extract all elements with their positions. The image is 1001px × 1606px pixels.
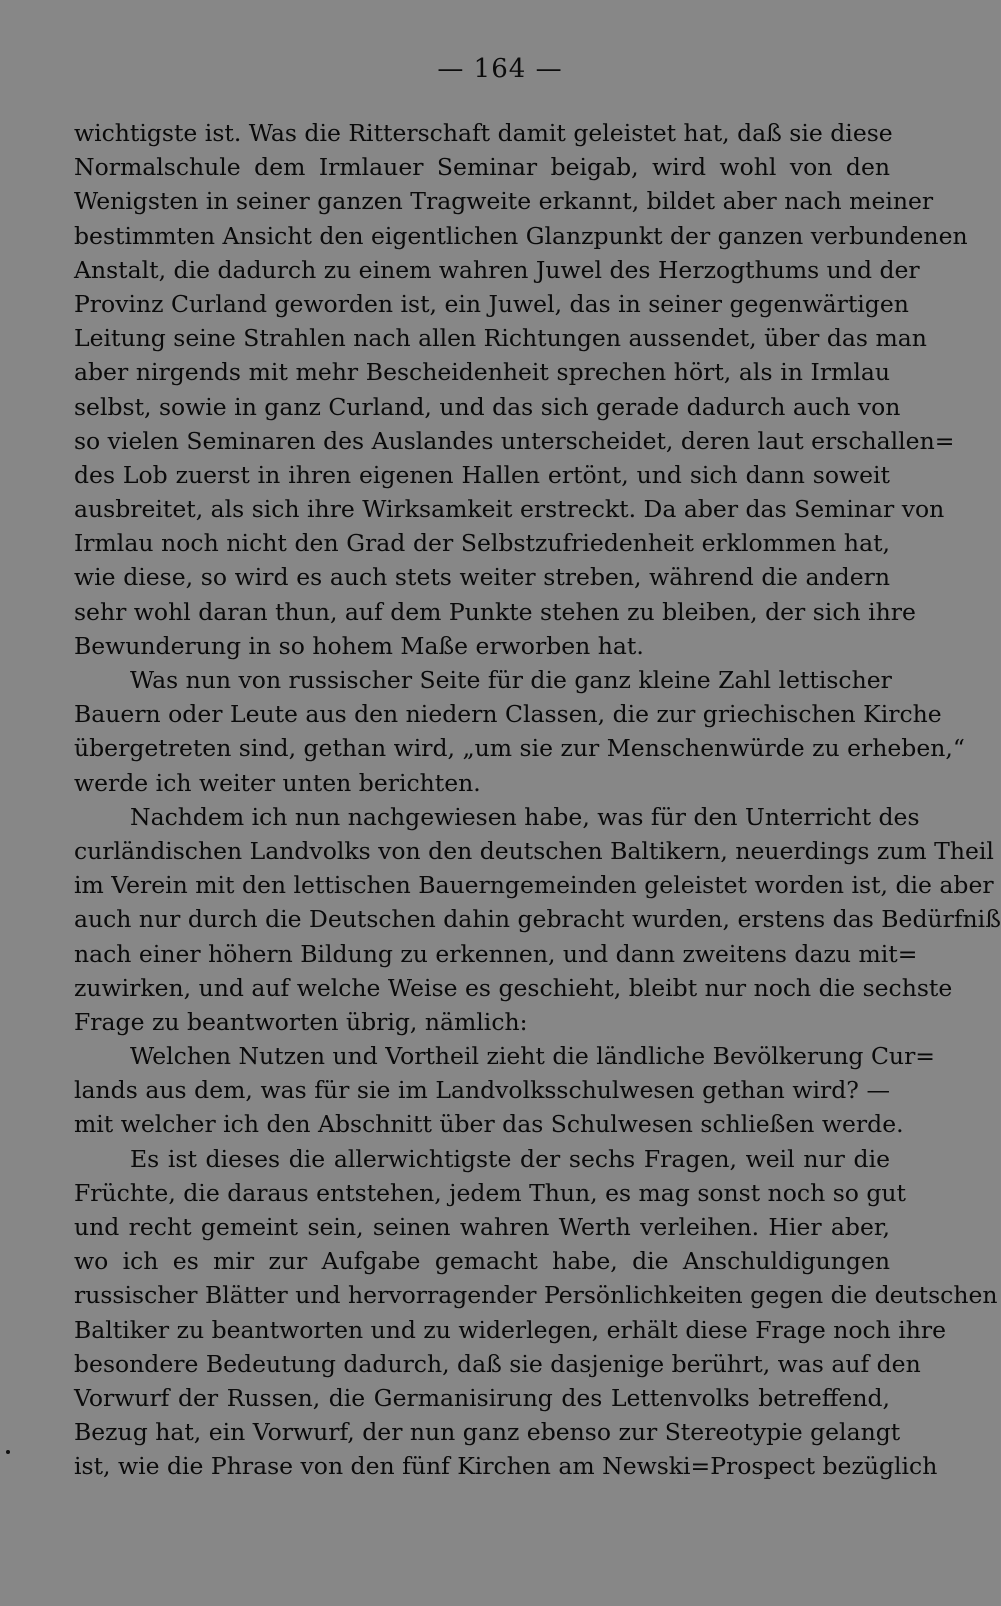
text-line: Vorwurf der Russen, die Germanisirung des Lettenvolks betreffend, [74, 1383, 890, 1412]
text-line: im Verein mit den lettischen Bauerngemeinden geleistet worden ist, die aber [74, 871, 994, 900]
text-line: Normalschule dem Irmlauer Seminar beigab, wird wohl von den [74, 153, 890, 182]
text-line: wie diese, so wird es auch stets weiter streben, während die andern [74, 563, 890, 592]
scan-speck [6, 1450, 10, 1454]
body-text [74, 116, 1001, 1484]
text-line: Anstalt, die dadurch zu einem wahren Juwel des Herzogthums und der [74, 255, 920, 284]
text-line: lands aus dem, was für sie im Landvolksschulwesen gethan wird? — [74, 1076, 890, 1105]
text-line: Wenigsten in seiner ganzen Tragweite erkannt, bildet aber nach meiner [74, 187, 934, 216]
text-line: Bauern oder Leute aus den niedern Classen, die zur griechischen Kirche [74, 700, 942, 729]
text-line: und recht gemeint sein, seinen wahren Werth verleihen. Hier aber, [74, 1213, 890, 1241]
text-line: zuwirken, und auf welche Weise es geschieht, bleibt nur noch die sechste [74, 973, 953, 1002]
text-line: russischer Blätter und hervorragender Persönlichkeiten gegen die deutschen [74, 1281, 998, 1310]
text-line: auch nur durch die Deutschen dahin gebracht wurden, erstens das Bedürfniß [74, 905, 1001, 934]
text-line: Baltiker zu beantworten und zu widerlegen, erhält diese Frage noch ihre [74, 1315, 947, 1344]
text-line: Welchen Nutzen und Vortheil zieht die ländliche Bevölkerung Cur= [130, 1042, 935, 1071]
text-line: Es ist dieses die allerwichtigste der sechs Fragen, weil nur die [130, 1144, 890, 1173]
text-line: selbst, sowie in ganz Curland, und das sich gerade dadurch auch von [74, 392, 901, 421]
text-line: Irmlau noch nicht den Grad der Selbstzufriedenheit erklommen hat, [74, 529, 890, 558]
text-line: Bewunderung in so hohem Maße erworben hat. [74, 631, 644, 660]
text-line: Nachdem ich nun nachgewiesen habe, was für den Unterricht des [130, 802, 920, 831]
text-line: Provinz Curland geworden ist, ein Juwel, das in seiner gegenwärtigen [74, 289, 909, 318]
text-line: werde ich weiter unten berichten. [74, 768, 481, 797]
text-line: des Lob zuerst in ihren eigenen Hallen ertönt, und sich dann soweit [74, 460, 890, 489]
text-line: ist, wie die Phrase von den fünf Kirchen am Newski=Prospect bezüglich [74, 1452, 938, 1481]
text-line: Bezug hat, ein Vorwurf, der nun ganz ebenso zur Stereotypie gelangt [74, 1418, 901, 1447]
text-line: übergetreten sind, gethan wird, „um sie zur Menschenwürde zu erheben,“ [74, 734, 965, 763]
page-number: — 164 — [437, 54, 563, 84]
text-line: bestimmten Ansicht den eigentlichen Glanzpunkt der ganzen verbundenen [74, 221, 968, 250]
text-line: aber nirgends mit mehr Bescheidenheit sprechen hört, als in Irmlau [74, 358, 890, 387]
text-line: besondere Bedeutung dadurch, daß sie dasjenige berührt, was auf den [74, 1349, 921, 1378]
text-line: Frage zu beantworten übrig, nämlich: [74, 1007, 528, 1036]
text-line: wichtigste ist. Was die Ritterschaft damit geleistet hat, daß sie diese [74, 119, 893, 147]
text-line: Was nun von russischer Seite für die ganz kleine Zahl lettischer [130, 666, 892, 694]
text-line: nach einer höhern Bildung zu erkennen, und dann zweitens dazu mit= [74, 939, 918, 968]
text-line: curländischen Landvolks von den deutschen Baltikern, neuerdings zum Theil [74, 836, 994, 865]
text-line: sehr wohl daran thun, auf dem Punkte stehen zu bleiben, der sich ihre [74, 597, 916, 626]
text-line: Leitung seine Strahlen nach allen Richtungen aussendet, über das man [74, 324, 927, 353]
text-line: so vielen Seminaren des Auslandes unterscheidet, deren laut erschallen= [74, 426, 955, 455]
text-line: wo ich es mir zur Aufgabe gemacht habe, die Anschuldigungen [74, 1247, 890, 1276]
text-line: Früchte, die daraus entstehen, jedem Thun, es mag sonst noch so gut [74, 1178, 907, 1207]
text-line: ausbreitet, als sich ihre Wirksamkeit erstreckt. Da aber das Seminar von [74, 495, 945, 524]
text-line: mit welcher ich den Abschnitt über das Schulwesen schließen werde. [74, 1110, 904, 1139]
